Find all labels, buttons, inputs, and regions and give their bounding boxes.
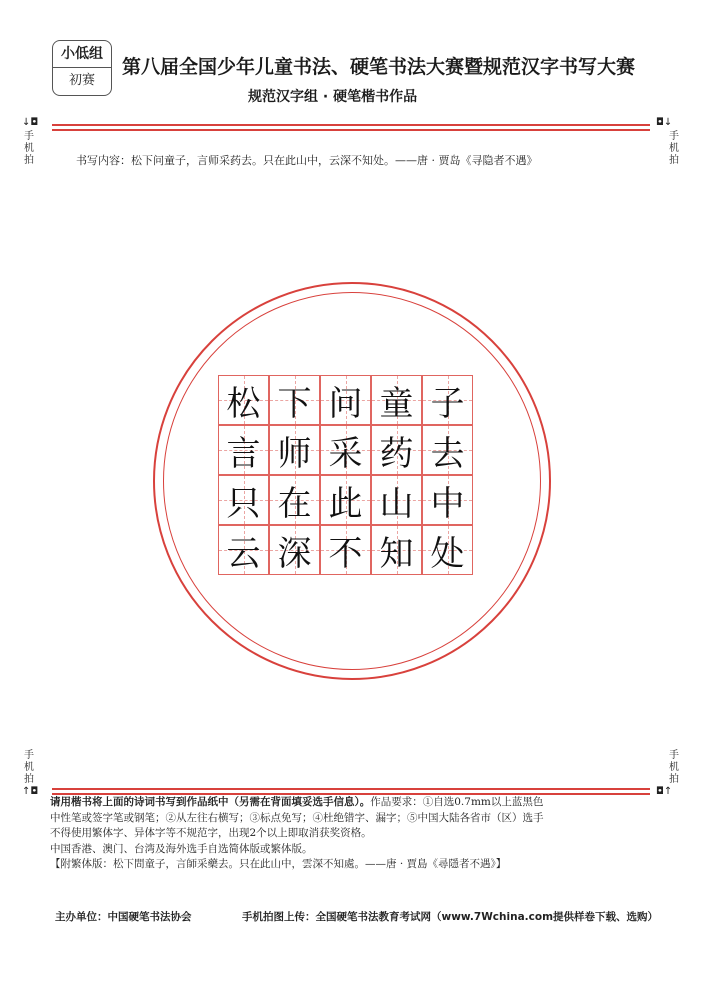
- grid-cell: 云: [218, 525, 269, 575]
- top-divider-1: [52, 124, 650, 126]
- grid-cell: 采: [320, 425, 371, 475]
- organizer-label: 主办单位：中国硬笔书法协会: [55, 911, 192, 923]
- calligraphy-grid: [218, 375, 473, 575]
- camera-icon: ↑◘: [22, 786, 39, 797]
- grid-cell: 言: [218, 425, 269, 475]
- upload-info: 手机拍图上传：全国硬笔书法教育考试网（www.7Wchina.com提供样卷下载、选购）: [242, 911, 659, 923]
- camera-icon: ◘↑: [656, 786, 673, 797]
- traditional-version: 【附繁体版：松下問童子，言師采藥去。只在此山中，雲深不知處。——唐 · 賈島《尋隱者不遇》】: [50, 858, 507, 870]
- grid-cell: 在: [269, 475, 320, 525]
- phone-photo-label-bl: 手机拍: [24, 750, 34, 785]
- requirements-line-1: 请用楷书将上面的诗词书写到作品纸中（另需在背面填妥选手信息）。作品要求：①自选0.7mm以上蓝黑色: [50, 796, 544, 808]
- grid-cell: 不: [320, 525, 371, 575]
- phone-photo-label-tr: 手机拍: [669, 131, 679, 166]
- grid-cell: 处: [422, 525, 473, 575]
- page-subtitle: 规范汉字组 · 硬笔楷书作品: [248, 89, 418, 105]
- grid-cell: 药: [371, 425, 422, 475]
- grid-cell: 童: [371, 375, 422, 425]
- grid-cell: 深: [269, 525, 320, 575]
- grid-cell: 松: [218, 375, 269, 425]
- camera-icon: ↓◘: [22, 117, 39, 128]
- page-title: 第八届全国少年儿童书法、硬笔书法大赛暨规范汉字书写大赛: [122, 56, 636, 78]
- grid-cell: 知: [371, 525, 422, 575]
- requirements-line-4: 中国香港、澳门、台湾及海外选手自选简体版或繁体版。: [50, 842, 313, 855]
- grid-cell: 山: [371, 475, 422, 525]
- group-badge: [52, 40, 112, 96]
- camera-icon: ◘↓: [656, 117, 673, 128]
- grid-cell: 中: [422, 475, 473, 525]
- grid-cell: 下: [269, 375, 320, 425]
- phone-photo-label-br: 手机拍: [669, 750, 679, 785]
- grid-cell: 子: [422, 375, 473, 425]
- phone-photo-label-tl: 手机拍: [24, 131, 34, 166]
- writing-content-text: 松下问童子，言师采药去。只在此山中，云深不知处。——唐 · 贾岛《寻隐者不遇》: [131, 154, 538, 167]
- group-name: 小低组: [53, 41, 111, 68]
- grid-cell: 此: [320, 475, 371, 525]
- requirements-line-3: 不得使用繁体字、异体字等不规范字，出现2个以上即取消获奖资格。: [50, 827, 372, 839]
- requirements-line-2: 中性笔或签字笔或钢笔；②从左往右横写；③标点免写；④杜绝错字、漏字；⑤中国大陆各省市（区）选手: [50, 811, 544, 824]
- requirements-block: [50, 795, 660, 873]
- grid-cell: 问: [320, 375, 371, 425]
- round-name: 初赛: [68, 73, 95, 88]
- grid-cell: 去: [422, 425, 473, 475]
- writing-content-label: 书写内容：: [76, 154, 131, 167]
- bottom-divider-1: [52, 788, 650, 790]
- grid-cell: 只: [218, 475, 269, 525]
- grid-cell: 师: [269, 425, 320, 475]
- writing-content: [76, 152, 538, 168]
- top-divider-2: [52, 129, 650, 131]
